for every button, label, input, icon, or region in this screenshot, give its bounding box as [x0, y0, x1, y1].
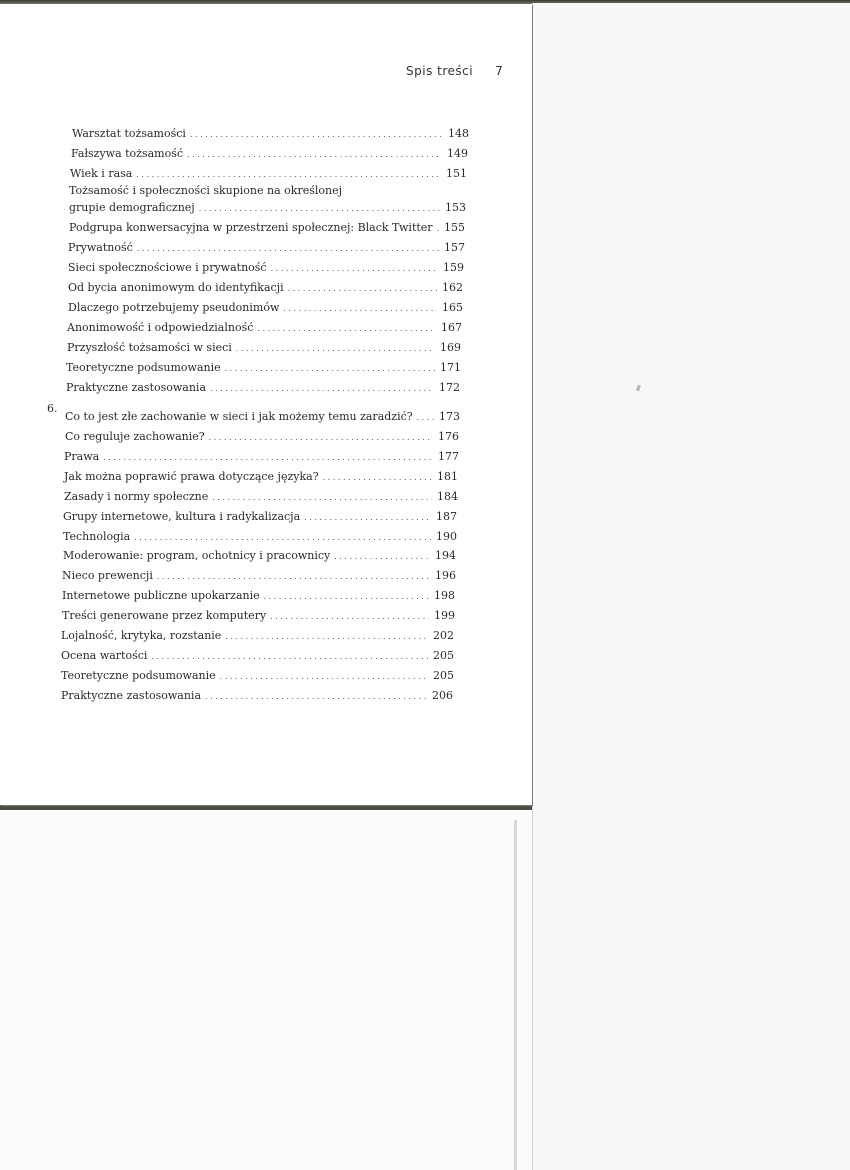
toc-leader-dots [199, 200, 440, 216]
toc-entry-label: grupie demograficznej [69, 201, 195, 214]
toc-entry [72, 126, 469, 142]
toc-entry-page-number: 148 [448, 127, 469, 140]
toc-entry-label-line1: Tożsamość i społeczności skupione na określonej [69, 184, 342, 197]
toc-entry [69, 184, 466, 216]
toc-leader-dots [417, 409, 434, 425]
toc-entry-label: Zasady i normy społeczne [64, 490, 209, 503]
toc-entry-page-number: 205 [433, 649, 454, 662]
toc-entry-page-number: 187 [436, 510, 457, 523]
toc-entry-page-number: 202 [433, 629, 454, 642]
toc-entry [71, 146, 468, 162]
toc-entry-label: Technologia [63, 530, 131, 543]
toc-entry [64, 449, 459, 465]
toc-entry [62, 608, 455, 624]
toc-entry-page-number: 149 [447, 147, 468, 160]
toc-entry-page-number: 177 [438, 450, 459, 463]
toc-entry-page-number: 198 [434, 589, 455, 602]
toc-leader-dots [283, 300, 437, 316]
toc-leader-dots [270, 608, 429, 624]
toc-leader-dots [288, 280, 437, 296]
toc-entry-label: Anonimowość i odpowiedzialność [67, 321, 254, 334]
toc-entry-page-number: 176 [438, 430, 459, 443]
toc-entry-label: Sieci społecznościowe i prywatność [68, 261, 267, 274]
toc-entry-label: Teoretyczne podsumowanie [66, 361, 221, 374]
toc-leader-dots [209, 429, 433, 445]
toc-leader-dots [187, 146, 442, 162]
toc-entry-page-number: 169 [440, 341, 461, 354]
toc-entry [69, 220, 465, 236]
toc-entry [66, 360, 461, 376]
toc-entry-label: Wiek i rasa [70, 167, 133, 180]
toc-entry-label: Internetowe publiczne upokarzanie [62, 589, 260, 602]
toc-entry-label: Od bycia anonimowym do identyfikacji [68, 281, 284, 294]
toc-entry-page-number: 173 [439, 410, 460, 423]
toc-entry-page-number: 181 [437, 470, 458, 483]
toc-entry-label: Dlaczego potrzebujemy pseudonimów [68, 301, 280, 314]
toc-leader-dots [437, 220, 439, 236]
toc-leader-dots [225, 628, 428, 644]
toc-leader-dots [210, 380, 434, 396]
lower-page-area [0, 810, 532, 1170]
toc-entry-label: Praktyczne zastosowania [66, 381, 207, 394]
toc-leader-dots [225, 360, 435, 376]
toc-entry-label: Warsztat tożsamości [72, 127, 186, 140]
toc-entry-page-number: 165 [442, 301, 463, 314]
toc-entry-page-number: 206 [432, 689, 453, 702]
toc-entry-label: Fałszywa tożsamość [71, 147, 184, 160]
toc-entry [67, 320, 462, 336]
toc-leader-dots [103, 449, 433, 465]
toc-leader-dots [205, 688, 427, 704]
toc-entry [66, 380, 460, 396]
toc-entry-label: Prawa [64, 450, 100, 463]
toc-entry-label: Lojalność, krytyka, rozstanie [61, 629, 222, 642]
toc-entry-label: Teoretyczne podsumowanie [61, 669, 216, 682]
toc-entry-label: Grupy internetowe, kultura i radykalizacja [63, 510, 301, 523]
toc-entry-label: Ocena wartości [61, 649, 148, 662]
toc-entry [61, 688, 453, 704]
toc-leader-dots [220, 668, 428, 684]
toc-entry-label: Jak można poprawić prawa dotyczące języka? [64, 470, 319, 483]
running-head-page-number: 7 [495, 64, 504, 78]
toc-entry-page-number: 167 [441, 321, 462, 334]
toc-entry [68, 300, 463, 316]
toc-entry [64, 469, 458, 485]
toc-entry [64, 489, 458, 505]
toc-entry [61, 628, 454, 644]
toc-entry [63, 509, 457, 525]
toc-entry-label: Praktyczne zastosowania [61, 689, 202, 702]
toc-entry-page-number: 171 [440, 361, 461, 374]
toc-entry [62, 588, 455, 604]
toc-entry [65, 429, 459, 445]
toc-entry-page-number: 194 [435, 549, 456, 562]
toc-entry [61, 668, 454, 684]
toc-entry-page-number: 155 [444, 221, 465, 234]
toc-entry-label: Przyszłość tożsamości w sieci [67, 341, 232, 354]
toc-leader-dots [334, 548, 430, 564]
toc-entry [65, 409, 460, 425]
toc-entry-page-number: 172 [439, 381, 460, 394]
page-edge-shadow [514, 820, 517, 1170]
toc-entry [67, 340, 461, 356]
toc-entry-page-number: 196 [435, 569, 456, 582]
toc-entry-page-number: 162 [442, 281, 463, 294]
toc-entry-label: Nieco prewencji [62, 569, 153, 582]
toc-entry [68, 260, 464, 276]
running-head [406, 64, 503, 78]
toc-entry-label: Podgrupa konwersacyjna w przestrzeni społecznej: Black Twitter [69, 221, 433, 234]
toc-entry-page-number: 159 [443, 261, 464, 274]
toc-leader-dots [134, 529, 431, 545]
toc-entry-page-number: 199 [434, 609, 455, 622]
toc-entry [70, 166, 467, 182]
toc-entry [63, 529, 457, 545]
chapter-number: 6. [47, 402, 58, 415]
toc-entry [62, 568, 456, 584]
toc-leader-dots [157, 568, 430, 584]
toc-entry [63, 548, 456, 564]
toc-entry-label: Co reguluje zachowanie? [65, 430, 205, 443]
toc-leader-dots [236, 340, 435, 356]
toc-entry [61, 648, 454, 664]
toc-leader-dots [304, 509, 431, 525]
toc-leader-dots [323, 469, 432, 485]
toc-leader-dots [264, 588, 429, 604]
toc-leader-dots [151, 648, 428, 664]
facing-page [532, 3, 850, 1170]
toc-entry [68, 240, 465, 256]
toc-entry [68, 280, 463, 296]
toc-entry-label: Prywatność [68, 241, 133, 254]
toc-entry-page-number: 205 [433, 669, 454, 682]
toc-entry-page-number: 184 [437, 490, 458, 503]
toc-leader-dots [257, 320, 436, 336]
toc-leader-dots [271, 260, 438, 276]
toc-entry-label: Co to jest złe zachowanie w sieci i jak możemy temu zaradzić? [65, 410, 413, 423]
toc-entry-page-number: 190 [436, 530, 457, 543]
toc-page [0, 4, 532, 805]
toc-entry-label: Moderowanie: program, ochotnicy i pracownicy [63, 549, 331, 562]
toc-leader-dots [190, 126, 443, 142]
running-head-title: Spis treści [406, 64, 474, 78]
toc-entry-page-number: 153 [445, 201, 466, 214]
toc-entry-page-number: 157 [444, 241, 465, 254]
toc-entry-label: Treści generowane przez komputery [62, 609, 267, 622]
toc-leader-dots [212, 489, 432, 505]
toc-leader-dots [136, 166, 441, 182]
toc-leader-dots [137, 240, 439, 256]
toc-entry-page-number: 151 [446, 167, 467, 180]
